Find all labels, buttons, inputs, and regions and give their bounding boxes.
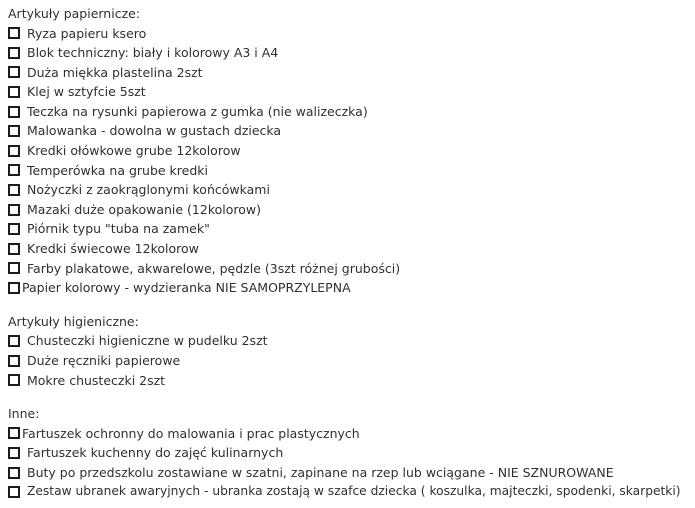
list-item xyxy=(8,463,692,483)
item-label: Mokre chusteczki 2szt xyxy=(27,372,166,388)
item-label: Nożyczki z zaokrąglonymi końcówkami xyxy=(27,182,270,198)
item-label: Kredki ołówkowe grube 12kolorow xyxy=(27,143,241,159)
checkbox[interactable] xyxy=(8,223,20,235)
checkbox[interactable] xyxy=(8,243,20,255)
checkbox[interactable] xyxy=(8,164,20,176)
item-label: Malowanka - dowolna w gustach dziecka xyxy=(27,123,282,139)
item-label: Fartuszek kuchenny do zajęć kulinarnych xyxy=(27,445,284,461)
item-label: Blok techniczny: biały i kolorowy A3 i A4 xyxy=(27,45,279,61)
section-stationery xyxy=(8,4,692,298)
checkbox[interactable] xyxy=(8,125,20,137)
list-item xyxy=(8,219,692,239)
checkbox[interactable] xyxy=(8,427,20,439)
item-label: Chusteczki higieniczne w pudelku 2szt xyxy=(27,333,268,349)
list-item xyxy=(8,239,692,259)
list-item xyxy=(8,141,692,161)
checkbox[interactable] xyxy=(8,204,20,216)
list-item xyxy=(8,331,692,351)
item-label: Mazaki duże opakowanie (12kolorow) xyxy=(27,201,262,217)
section-title: Inne: xyxy=(8,406,40,422)
section-title: Artykuły higieniczne: xyxy=(8,313,139,329)
checkbox[interactable] xyxy=(8,355,20,367)
item-label: Temperówka na grube kredki xyxy=(27,162,208,178)
section-hygiene xyxy=(8,312,692,390)
item-label: Teczka na rysunki papierowa z gumka (nie walizeczka) xyxy=(27,103,368,119)
checkbox[interactable] xyxy=(8,66,20,78)
checkbox[interactable] xyxy=(8,184,20,196)
checkbox[interactable] xyxy=(8,145,20,157)
list-item xyxy=(8,259,692,279)
list-item xyxy=(8,424,692,444)
list-item xyxy=(8,482,692,502)
list-item xyxy=(8,82,692,102)
checkbox[interactable] xyxy=(8,86,20,98)
checkbox[interactable] xyxy=(8,262,20,274)
item-label: Klej w sztyfcie 5szt xyxy=(27,84,146,100)
section-other xyxy=(8,404,692,502)
checkbox[interactable] xyxy=(8,374,20,386)
list-item xyxy=(8,351,692,371)
list-item xyxy=(8,102,692,122)
item-label: Piórnik typu "tuba na zamek" xyxy=(27,221,210,237)
item-label: Zestaw ubranek awaryjnych - ubranka zostają w szafce dziecka ( koszulka, majteczki, spodenki, skarpetki) xyxy=(27,484,681,499)
list-item xyxy=(8,180,692,200)
list-item xyxy=(8,443,692,463)
checkbox[interactable] xyxy=(8,467,20,479)
checkbox[interactable] xyxy=(8,106,20,118)
list-item xyxy=(8,278,692,298)
list-item xyxy=(8,121,692,141)
item-label: Kredki świecowe 12kolorow xyxy=(27,241,199,257)
list-item xyxy=(8,161,692,181)
section-title: Artykuły papiernicze: xyxy=(8,6,141,21)
item-label: Farby plakatowe, akwarelowe, pędzle (3szt różnej grubości) xyxy=(27,260,401,276)
item-label: Duże ręczniki papierowe xyxy=(27,352,181,368)
checkbox[interactable] xyxy=(8,447,20,459)
item-label: Buty po przedszkolu zostawiane w szatni, zapinane na rzep lub wciągane - NIE SZNUROWANE xyxy=(27,464,614,480)
list-item xyxy=(8,43,692,63)
item-label: Fartuszek ochronny do malowania i prac plastycznych xyxy=(22,425,360,441)
item-label: Papier kolorowy - wydzieranka NIE SAMOPRZYLEPNA xyxy=(22,280,351,296)
list-item xyxy=(8,63,692,83)
checkbox[interactable] xyxy=(8,27,20,39)
list-item xyxy=(8,371,692,391)
item-label: Ryza papieru ksero xyxy=(27,25,147,41)
checkbox[interactable] xyxy=(8,486,20,498)
item-label: Duża miękka plastelina 2szt xyxy=(27,64,203,80)
checkbox[interactable] xyxy=(8,335,20,347)
checkbox[interactable] xyxy=(8,47,20,59)
checkbox[interactable] xyxy=(8,282,20,294)
list-item xyxy=(8,200,692,220)
checklist-document xyxy=(8,0,692,502)
list-item xyxy=(8,24,692,44)
